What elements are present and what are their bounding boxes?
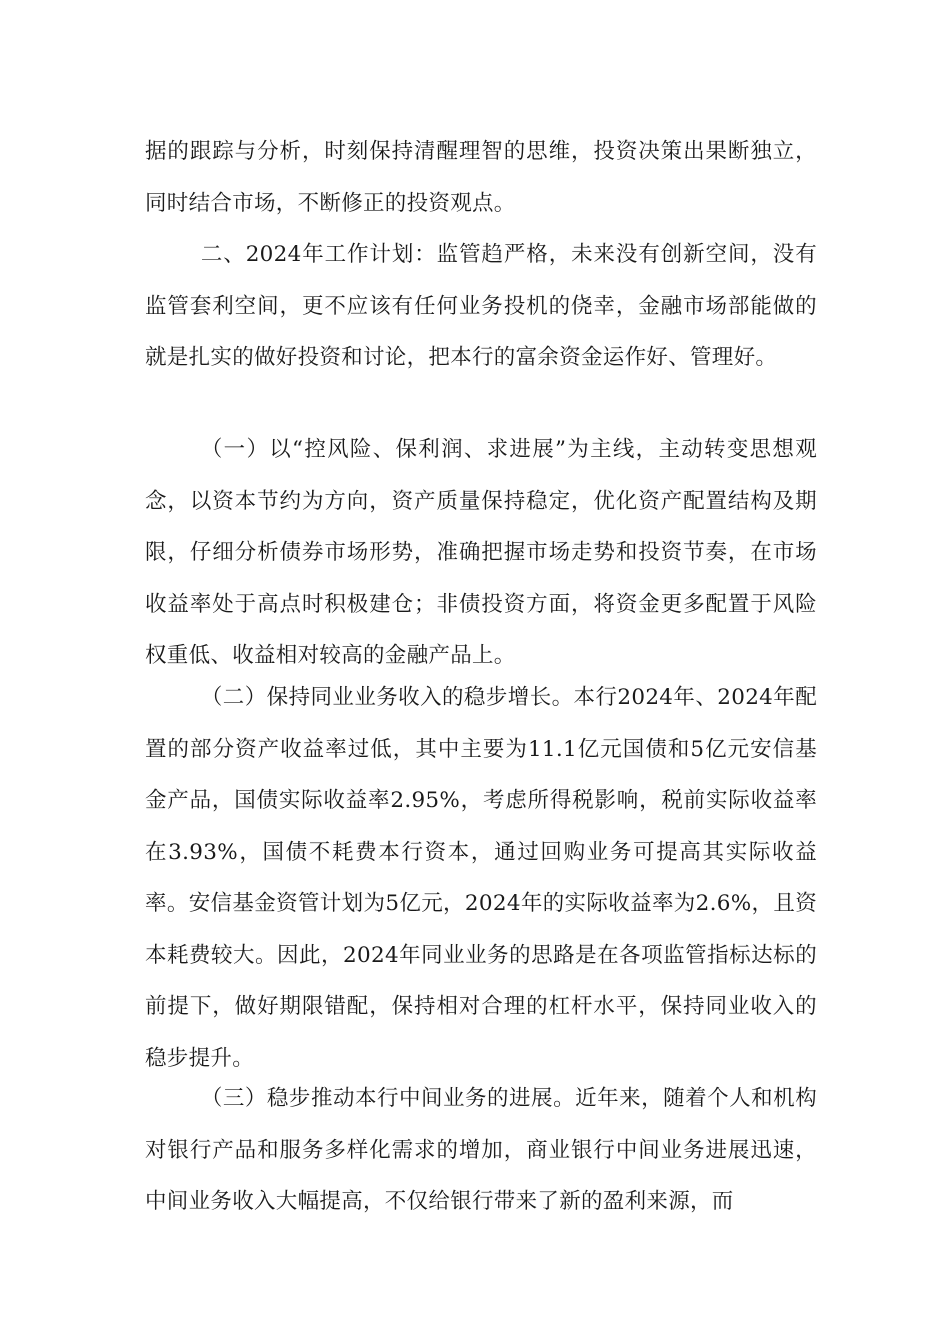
paragraph-text: （三）稳步推动本行中间业务的进展。近年来，随着个人和机构对银行产品和服务多样化需求的增加，商业银行中间业务进展迅速，中间业务收入大幅提高，不仅给银行带来了新的盈利来源，而 (145, 1086, 817, 1214)
paragraph-section-3 (145, 1073, 817, 1228)
paragraph-section-2 (145, 672, 817, 1084)
paragraph-work-plan-2024 (145, 229, 817, 384)
paragraph-text: （一）以“控风险、保利润、求进展”为主线，主动转变思想观念，以资本节约为方向，资产质量保持稳定，优化资产配置结构及期限，仔细分析债券市场形势，准确把握市场走势和投资节奏，在市场收益率处于高点时积极建仓；非债投资方面，将资金更多配置于风险权重低、收益相对较高的金融产品上。 (145, 437, 817, 668)
paragraph-text: （二）保持同业业务收入的稳步增长。本行2024年、2024年配置的部分资产收益率过低，其中主要为11.1亿元国债和5亿元安信基金产品，国债实际收益率2.95%，考虑所得税影响，税前实际收益率在3.93%，国债不耗费本行资本，通过回购业务可提高其实际收益率。安信基金资管计划为5亿元，2024年的实际收益率为2.6%，且资本耗费较大。因此，2024年同业业务的思路是在各项监管指标达标的前提下，做好期限错配，保持相对合理的杠杆水平，保持同业收入的稳步提升。 (145, 685, 817, 1071)
paragraph-continuation (145, 126, 817, 229)
paragraph-section-1 (145, 424, 817, 682)
paragraph-text: 据的跟踪与分析，时刻保持清醒理智的思维，投资决策出果断独立，同时结合市场，不断修正的投资观点。 (145, 139, 817, 216)
paragraph-text: 二、2024年工作计划：监管趋严格，未来没有创新空间，没有监管套利空间，更不应该有任何业务投机的侥幸，金融市场部能做的就是扎实的做好投资和讨论，把本行的富余资金运作好、管理好。 (145, 242, 817, 370)
